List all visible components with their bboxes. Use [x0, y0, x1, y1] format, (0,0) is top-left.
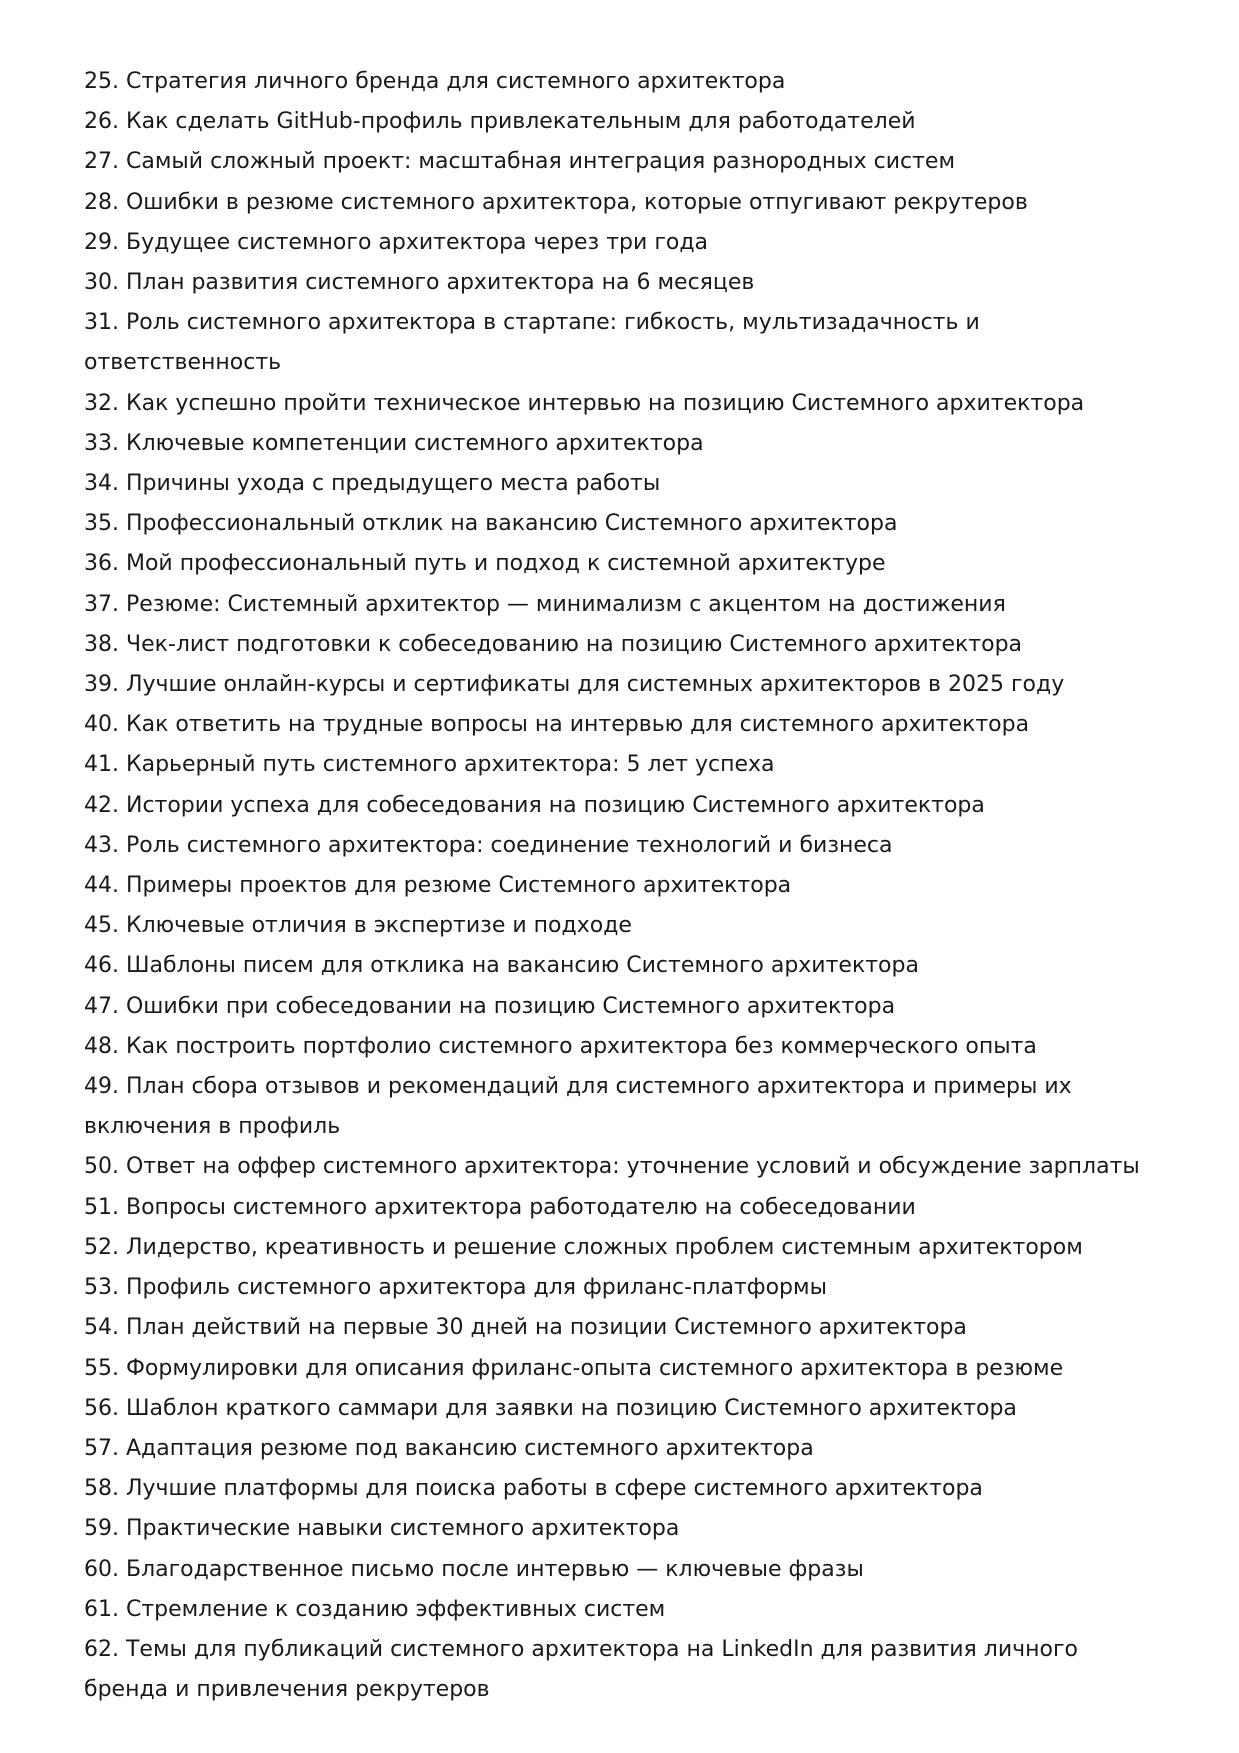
- list-item: 47. Ошибки при собеседовании на позицию Системного архитектора: [84, 993, 896, 1019]
- list-item: 32. Как успешно пройти техническое интервью на позицию Системного архитектора: [84, 390, 1085, 416]
- list-item: 50. Ответ на оффер системного архитектора: уточнение условий и обсуждение зарплаты: [84, 1154, 1140, 1180]
- list-item: 58. Лучшие платформы для поиска работы в сфере системного архитектора: [84, 1476, 983, 1502]
- list-item: 60. Благодарственное письмо после интервью — ключевые фразы: [84, 1556, 864, 1582]
- list-item: 54. План действий на первые 30 дней на позиции Системного архитектора: [84, 1315, 967, 1341]
- list-item: 52. Лидерство, креативность и решение сложных проблем системным архитектором: [84, 1234, 1083, 1260]
- list-item: 57. Адаптация резюме под вакансию системного архитектора: [84, 1435, 814, 1461]
- list-item: 41. Карьерный путь системного архитектора: 5 лет успеха: [84, 752, 775, 778]
- list-item: 29. Будущее системного архитектора через три года: [84, 229, 709, 255]
- list-item: 30. План развития системного архитектора на 6 месяцев: [84, 270, 755, 296]
- list-item: 49. План сбора отзывов и рекомендаций для системного архитектора и примеры их включения в профиль: [84, 1074, 1072, 1140]
- list-item: 37. Резюме: Системный архитектор — минимализм с акцентом на достижения: [84, 591, 1006, 617]
- list-item: 43. Роль системного архитектора: соединение технологий и бизнеса: [84, 832, 893, 858]
- list-item: 44. Примеры проектов для резюме Системного архитектора: [84, 873, 792, 899]
- toc-list: [84, 62, 1164, 1710]
- list-item: 27. Самый сложный проект: масштабная интеграция разнородных систем: [84, 149, 956, 175]
- list-item: 35. Профессиональный отклик на вакансию Системного архитектора: [84, 511, 898, 537]
- list-item: 48. Как построить портфолио системного архитектора без коммерческого опыта: [84, 1033, 1037, 1059]
- list-item: 56. Шаблон краткого саммари для заявки на позицию Системного архитектора: [84, 1395, 1017, 1421]
- list-item: 40. Как ответить на трудные вопросы на интервью для системного архитектора: [84, 712, 1030, 738]
- list-item: 46. Шаблоны писем для отклика на вакансию Системного архитектора: [84, 953, 919, 979]
- list-item: 45. Ключевые отличия в экспертизе и подходе: [84, 913, 632, 939]
- list-item: 42. Истории успеха для собеседования на позицию Системного архитектора: [84, 792, 985, 818]
- list-item: 26. Как сделать GitHub-профиль привлекательным для работодателей: [84, 109, 916, 135]
- list-item: 51. Вопросы системного архитектора работодателю на собеседовании: [84, 1194, 916, 1220]
- list-item: 53. Профиль системного архитектора для фриланс-платформы: [84, 1275, 827, 1301]
- list-item: 62. Темы для публикаций системного архитектора на LinkedIn для развития личного бренда и привлечения рекрутеров: [84, 1636, 1079, 1703]
- list-item: 31. Роль системного архитектора в стартапе: гибкость, мультизадачность и ответственность: [84, 310, 980, 376]
- list-item: 34. Причины ухода с предыдущего места работы: [84, 471, 661, 497]
- list-item: 61. Стремление к созданию эффективных систем: [84, 1596, 666, 1622]
- list-item: 36. Мой профессиональный путь и подход к системной архитектуре: [84, 551, 886, 577]
- list-item: 55. Формулировки для описания фриланс-опыта системного архитектора в резюме: [84, 1355, 1064, 1381]
- list-item: 39. Лучшие онлайн-курсы и сертификаты для системных архитекторов в 2025 году: [84, 672, 1065, 698]
- list-item: 25. Стратегия личного бренда для системного архитектора: [84, 69, 786, 94]
- list-item: 38. Чек-лист подготовки к собеседованию на позицию Системного архитектора: [84, 631, 1023, 657]
- list-item: 28. Ошибки в резюме системного архитектора, которые отпугивают рекрутеров: [84, 189, 1028, 215]
- list-item: 59. Практические навыки системного архитектора: [84, 1516, 680, 1542]
- list-item: 33. Ключевые компетенции системного архитектора: [84, 430, 704, 456]
